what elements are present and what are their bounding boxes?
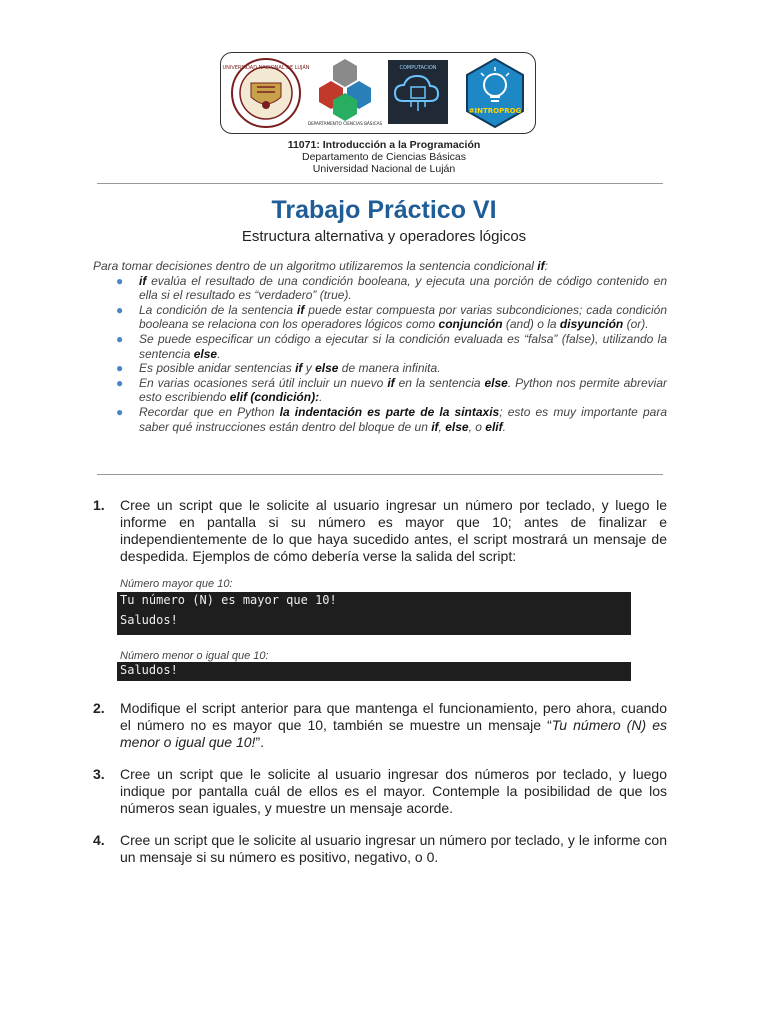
console-output-greater — [117, 592, 631, 635]
console-line: Saludos! — [120, 613, 178, 627]
logo-banner — [220, 52, 536, 134]
bullet-icon: ● — [116, 302, 124, 317]
intro-lead: Para tomar decisiones dentro de un algoritmo utilizaremos la sentencia condicional if: — [93, 259, 548, 273]
introprog-logo-text: #INTROPROG — [468, 107, 522, 115]
bullet-icon: ● — [116, 361, 124, 376]
question-4 — [93, 832, 667, 866]
question-number: 3. — [93, 766, 105, 782]
question-text: Cree un script que le solicite al usuario ingresar un número por teclado, y luego le informe en pantalla si su número es mayor que 10; antes de finalizar e independientemente de lo que haya sucedido antes, el script mostrará un mensaje de despedida. Ejemplos de cómo debería verse la salida del script: — [120, 497, 667, 564]
dept-logo-text: DEPARTAMENTO CIENCIAS BÁSICAS — [307, 121, 383, 126]
page-subtitle: Estructura alternativa y operadores lógicos — [241, 228, 527, 245]
bullet-icon: ● — [116, 331, 124, 346]
computacion-logo — [387, 59, 449, 125]
example-label-greater: Número mayor que 10: — [120, 578, 233, 590]
console-line: Saludos! — [120, 663, 178, 677]
intro-bullet: ● La condición de la sentencia if puede estar compuesta por varias subcondiciones; cada condición booleana se relaciona con los operadores lógicos como conjunción (and) o la disyunción (or). — [116, 302, 667, 332]
university-name: Universidad Nacional de Luján — [312, 163, 456, 175]
console-output-less-equal — [117, 662, 631, 681]
question-2 — [93, 700, 667, 751]
intro-bullet: ● Se puede especificar un código a ejecutar si la condición evaluada es “falsa” (false), utilizando la sentencia else. — [116, 331, 667, 361]
question-number: 4. — [93, 832, 105, 848]
question-text: Cree un script que le solicite al usuario ingresar un número por teclado, y le informe con un mensaje si su número es positivo, negativo, o 0. — [120, 832, 667, 865]
intro-bullet: ● Recordar que en Python la indentación es parte de la sintaxis; esto es muy importante para saber qué instrucciones están dentro del bloque de un if, else, o elif. — [116, 404, 667, 434]
question-text: Modifique el script anterior para que mantenga el funcionamiento, pero ahora, cuando el número no es mayor que 10, también se muestre un mensaje “Tu número (N) es menor o igual que 10!”. — [120, 700, 667, 750]
intro-section — [93, 259, 667, 434]
question-number: 2. — [93, 700, 105, 716]
question-3 — [93, 766, 667, 817]
course-code-text: 11071: Introducción a la Programación — [287, 139, 481, 151]
page-title: Trabajo Práctico VI — [271, 196, 497, 224]
comp-logo-text: COMPUTACION — [399, 65, 437, 71]
example-label-less-equal: Número menor o igual que 10: — [120, 650, 269, 662]
seal-text: UNIVERSIDAD NACIONAL DE LUJÁN — [222, 65, 310, 71]
bullet-icon: ● — [116, 375, 124, 390]
console-line: Tu número (N) es mayor que 10! — [120, 593, 337, 607]
unlu-seal-logo — [222, 57, 310, 129]
intro-bullet: ● En varias ocasiones será útil incluir un nuevo if en la sentencia else. Python nos permite abreviar esto escribiendo elif (condición):. — [116, 375, 667, 405]
question-number: 1. — [93, 497, 105, 513]
bullet-icon: ● — [116, 273, 124, 288]
intro-bullet: ● if evalúa el resultado de una condición booleana, y ejecuta una porción de código contenido en ella si el resultado es “verdadero” (true). — [116, 273, 667, 303]
ciencias-basicas-logo — [307, 57, 383, 129]
header-divider — [97, 183, 663, 184]
intro-bullet-list — [93, 274, 667, 435]
question-text: Cree un script que le solicite al usuario ingresar dos números por teclado, y luego indique por pantalla cuál de ellos es el mayor. Contemple la posibilidad de que los números sean iguales, y muestre un mensaje acorde. — [120, 766, 667, 816]
question-1 — [93, 497, 667, 565]
bullet-icon: ● — [116, 404, 124, 419]
intro-divider — [97, 474, 663, 475]
introprog-logo — [463, 57, 527, 129]
intro-bullet: ● Es posible anidar sentencias if y else de manera infinita. — [116, 361, 441, 376]
department-name: Departamento de Ciencias Básicas — [301, 151, 466, 163]
